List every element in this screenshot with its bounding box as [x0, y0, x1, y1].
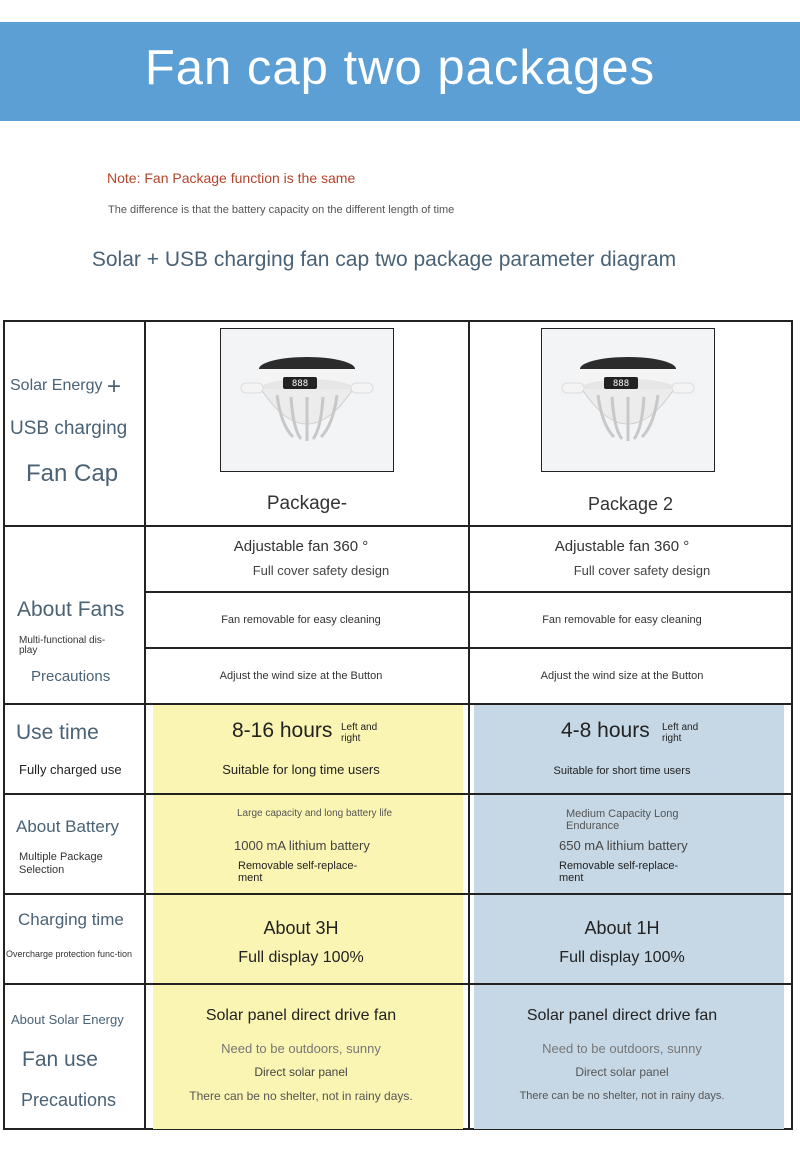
p1-fan-adjustable: Adjustable fan 360 °	[233, 538, 369, 555]
header-label-usb: USB charging	[10, 418, 128, 439]
p2-use-desc: Suitable for short time users	[553, 765, 691, 777]
p1-charging-display: Full display 100%	[238, 949, 364, 966]
svg-text:888: 888	[612, 379, 630, 389]
diagram-subtitle: Solar + USB charging fan cap two package parameter diagram	[91, 248, 677, 271]
p2-fan-adjustable: Adjustable fan 360 °	[554, 538, 690, 555]
p1-charging-time: About 3H	[263, 918, 339, 938]
p2-use-hours: 4-8 hours	[561, 719, 650, 742]
fans-label: About Fans	[17, 598, 125, 621]
fan-cap-product-icon	[542, 329, 714, 471]
p1-use-desc: Suitable for long time users	[222, 762, 380, 777]
package1-name: Package-	[266, 493, 348, 514]
p1-fan-wind: Adjust the wind size at the Button	[219, 670, 383, 682]
p1-battery-line2: 1000 mA lithium battery	[234, 838, 370, 853]
row-divider	[5, 703, 791, 705]
p2-solar-line2: Direct solar panel	[575, 1065, 669, 1079]
battery-sub: Multiple Package Selection	[19, 851, 103, 876]
solar-label3: Precautions	[21, 1090, 117, 1110]
p2-charging-display: Full display 100%	[559, 949, 685, 966]
row-divider	[144, 647, 791, 649]
row-divider	[5, 525, 791, 527]
p2-battery-line2: 650 mA lithium battery	[559, 838, 688, 853]
charging-sub: Overcharge protection func-tion	[6, 949, 133, 959]
p2-fan-wind: Adjust the wind size at the Button	[540, 670, 704, 682]
p1-fan-safety: Full cover safety design	[252, 563, 390, 578]
row-divider	[5, 893, 791, 895]
p1-use-note: Left and right	[341, 722, 378, 744]
p2-battery-line3: Removable self-replace-ment	[559, 860, 679, 884]
row-divider	[5, 983, 791, 985]
row-divider	[144, 591, 791, 593]
p2-battery-line1: Medium Capacity Long Endurance	[566, 808, 679, 832]
p1-fan-removable: Fan removable for easy cleaning	[221, 614, 381, 626]
plus-icon: +	[106, 373, 121, 400]
solar-label1: About Solar Energy	[11, 1012, 124, 1027]
p1-battery-line3: Removable self-replace-ment	[238, 860, 358, 884]
difference-text: The difference is that the battery capacity on the different length of time	[108, 204, 455, 216]
note-text: Note: Fan Package function is the same	[107, 170, 356, 186]
header-label-fancap: Fan Cap	[26, 460, 119, 487]
p2-charging-time: About 1H	[584, 918, 660, 938]
p2-fan-removable: Fan removable for easy cleaning	[542, 614, 702, 626]
p1-solar-title: Solar panel direct drive fan	[205, 1007, 397, 1024]
battery-label: About Battery	[16, 817, 120, 836]
p1-use-hours: 8-16 hours	[232, 719, 333, 742]
svg-text:888: 888	[291, 379, 309, 389]
p2-solar-line1: Need to be outdoors, sunny	[542, 1041, 702, 1056]
p2-use-note: Left and right	[662, 722, 699, 744]
solar-label2: Fan use	[22, 1048, 98, 1071]
use-time-sub: Fully charged use	[19, 762, 122, 777]
charging-label: Charging time	[18, 910, 124, 929]
parameter-table	[3, 320, 793, 1130]
row-divider	[5, 793, 791, 795]
header-label-solar: Solar Energy +	[10, 373, 121, 400]
package2-image	[541, 328, 715, 472]
p1-battery-line1: Large capacity and long battery life	[237, 808, 393, 819]
p1-solar-line2: Direct solar panel	[254, 1065, 348, 1079]
p2-solar-title: Solar panel direct drive fan	[526, 1007, 718, 1024]
use-time-label: Use time	[16, 721, 99, 744]
package1-image	[220, 328, 394, 472]
fans-sub1: Multi-functional dis- play	[19, 635, 106, 656]
fans-sub2: Precautions	[31, 668, 111, 685]
package2-name: Package 2	[587, 494, 674, 514]
p2-solar-line3: There can be no shelter, not in rainy days.	[519, 1090, 725, 1102]
fan-cap-product-icon	[221, 329, 393, 471]
page-title: Fan cap two packages	[144, 41, 656, 95]
p2-fan-safety: Full cover safety design	[573, 563, 711, 578]
p1-solar-line3: There can be no shelter, not in rainy days.	[189, 1089, 413, 1103]
p1-solar-line1: Need to be outdoors, sunny	[221, 1041, 381, 1056]
